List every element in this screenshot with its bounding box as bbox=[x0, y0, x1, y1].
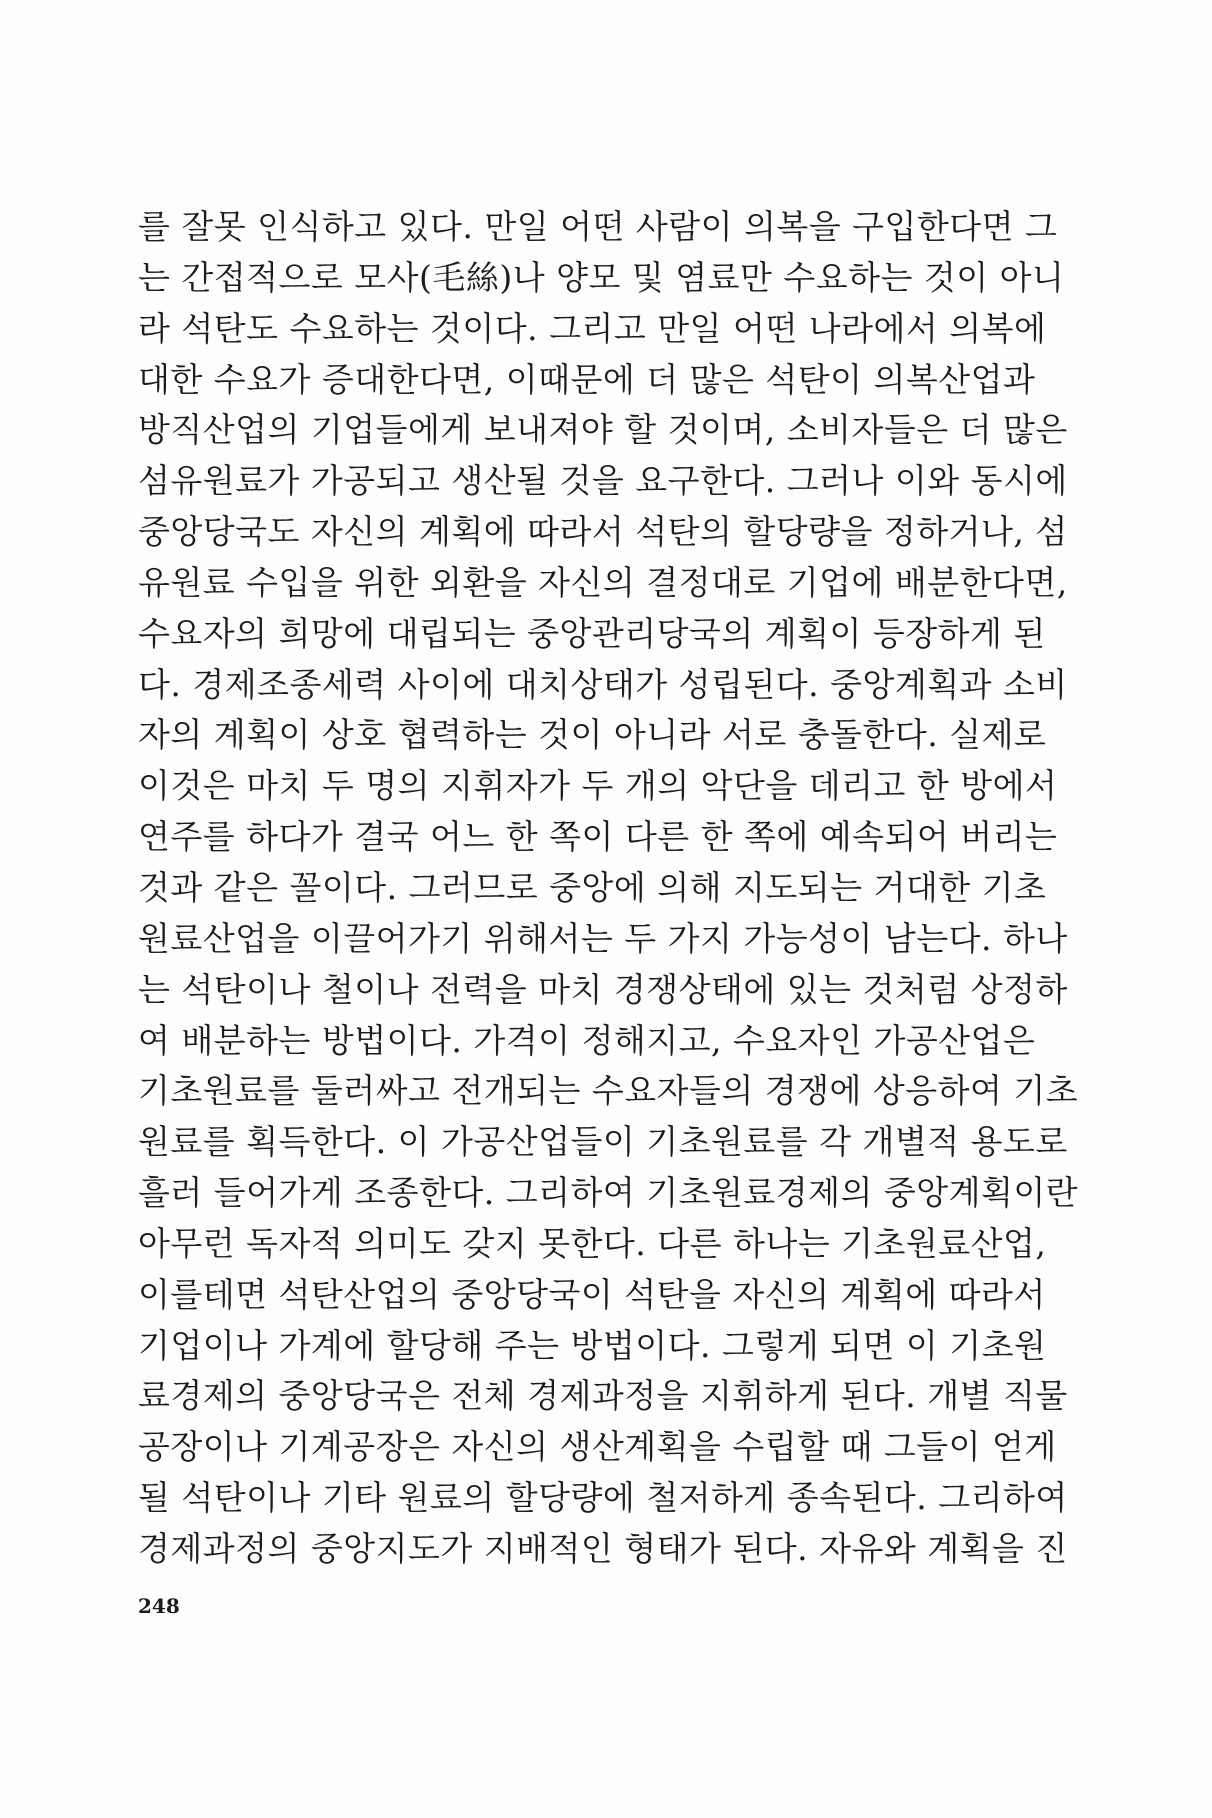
text-line: 를 잘못 인식하고 있다. 만일 어떤 사람이 의복을 구입한다면 그 bbox=[138, 207, 1058, 246]
text-line: 될 석탄이나 기타 원료의 할당량에 철저하게 종속된다. 그리하여 bbox=[138, 1478, 1068, 1518]
text-line: 대한 수요가 증대한다면, 이때문에 더 많은 석탄이 의복산업과 bbox=[138, 359, 1036, 399]
text-line: 유원료 수입을 위한 외환을 자신의 결정대로 기업에 배분한다면, bbox=[138, 562, 1068, 602]
text-line: 료경제의 중앙당국은 전체 경제과정을 지휘하게 된다. 개별 직물 bbox=[138, 1376, 1068, 1416]
text-line: 방직산업의 기업들에게 보내져야 할 것이며, 소비자들은 더 많은 bbox=[138, 410, 1068, 450]
text-line: 아무런 독자적 의미도 갖지 못한다. 다른 하나는 기초원료산업, bbox=[138, 1223, 1047, 1263]
text-line: 여 배분하는 방법이다. 가격이 정해지고, 수요자인 가공산업은 bbox=[138, 1020, 1036, 1060]
text-line: 연주를 하다가 결국 어느 한 쪽이 다른 한 쪽에 예속되어 버리는 bbox=[138, 817, 1058, 857]
text-line: 기초원료를 둘러싸고 전개되는 수요자들의 경쟁에 상응하여 기초 bbox=[138, 1071, 1079, 1111]
text-line: 공장이나 기계공장은 자신의 생산계획을 수립할 때 그들이 얻게 bbox=[138, 1427, 1057, 1467]
page-number: 248 bbox=[138, 1594, 180, 1618]
body-text bbox=[138, 202, 1082, 1575]
text-line: 라 석탄도 수요하는 것이다. 그리고 만일 어떤 나라에서 의복에 bbox=[138, 308, 1047, 348]
text-line: 수요자의 희망에 대립되는 중앙관리당국의 계획이 등장하게 된 bbox=[138, 613, 1046, 653]
text-line: 섬유원료가 가공되고 생산될 것을 요구한다. 그러나 이와 동시에 bbox=[138, 461, 1068, 501]
text-line: 흘러 들어가게 조종한다. 그리하여 기초원료경제의 중앙계획이란 bbox=[138, 1173, 1079, 1213]
text-line: 것과 같은 꼴이다. 그러므로 중앙에 의해 지도되는 거대한 기초 bbox=[138, 867, 1047, 907]
text-line: 중앙당국도 자신의 계획에 따라서 석탄의 할당량을 정하거나, 섬 bbox=[138, 512, 1068, 552]
text-line: 는 석탄이나 철이나 전력을 마치 경쟁상태에 있는 것처럼 상정하 bbox=[138, 969, 1068, 1009]
text-line: 원료를 획득한다. 이 가공산업들이 기초원료를 각 개별적 용도로 bbox=[138, 1122, 1068, 1162]
text-line: 자의 계획이 상호 협력하는 것이 아니라 서로 충돌한다. 실제로 bbox=[138, 715, 1047, 755]
text-line: 경제과정의 중앙지도가 지배적인 형태가 된다. 자유와 계획을 진 bbox=[138, 1528, 1068, 1568]
text-line: 이를테면 석탄산업의 중앙당국이 석탄을 자신의 계획에 따라서 bbox=[138, 1274, 1046, 1314]
text-line: 는 간접적으로 모사(毛絲)나 양모 및 염료만 수요하는 것이 아니 bbox=[138, 257, 1065, 297]
text-line: 원료산업을 이끌어가기 위해서는 두 가지 가능성이 남는다. 하나 bbox=[138, 918, 1068, 958]
text-line: 기업이나 가계에 할당해 주는 방법이다. 그렇게 되면 이 기초원 bbox=[138, 1325, 1047, 1365]
text-line: 이것은 마치 두 명의 지휘자가 두 개의 악단을 데리고 한 방에서 bbox=[138, 766, 1058, 806]
text-line: 다. 경제조종세력 사이에 대치상태가 성립된다. 중앙계획과 소비 bbox=[138, 664, 1068, 704]
